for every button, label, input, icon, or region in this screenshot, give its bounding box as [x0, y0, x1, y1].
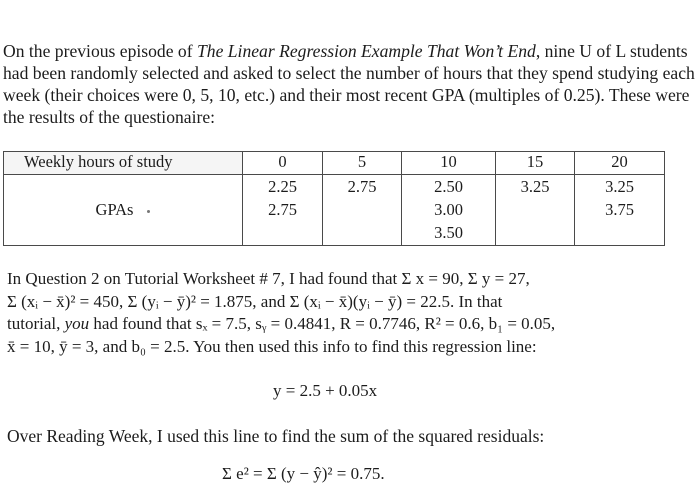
gpa-value: 3.75 [605, 200, 634, 219]
header-label: Weekly hours of study [4, 152, 243, 175]
gpa-value: 2.50 [434, 177, 463, 196]
gpa-value: 2.75 [268, 200, 297, 219]
question-paragraph [7, 268, 695, 358]
gpa-value: 3.25 [605, 177, 634, 196]
intro-title: The Linear Regression Example That Won’t End [196, 41, 536, 61]
hours-cell: 20 [575, 152, 665, 175]
emphasis-you: you [64, 314, 90, 333]
gpa-row [4, 175, 665, 246]
gpa-cell [575, 175, 665, 246]
residual-equation: Σ e² = Σ (y − ŷ)² = 0.75. [222, 464, 385, 483]
row-label: GPAs [95, 200, 134, 219]
question-line-2: Σ (xᵢ − x̄)² = 450, Σ (yᵢ − ȳ)² = 1.875, and Σ (xᵢ − x̄)(yᵢ − ȳ) = 22.5. In that [7, 291, 503, 311]
question-line-3 [7, 313, 695, 336]
gpa-cell [402, 175, 496, 246]
question-line-3b: had found that sₓ = 7.5, sᵧ = 0.4841, R = 0.7746, R² = 0.6, b₁ = 0.05, [89, 314, 556, 333]
gpa-cell [243, 175, 323, 246]
data-table [3, 151, 665, 246]
question-line-3a: tutorial, [7, 314, 65, 333]
stray-dot [147, 210, 150, 213]
row-label-cell [4, 175, 243, 246]
hours-cell: 10 [402, 152, 496, 175]
question-line-4: x̄ = 10, ȳ = 3, and b₀ = 2.5. You then used this info to find this regression line: [7, 336, 537, 356]
hours-cell: 15 [496, 152, 575, 175]
hours-cell: 0 [243, 152, 323, 175]
gpa-cell [323, 175, 402, 246]
hours-cell: 5 [323, 152, 402, 175]
reading-week-text: Over Reading Week, I used this line to find the sum of the squared residuals: [7, 426, 545, 446]
gpa-value: 3.25 [520, 177, 550, 196]
intro-text-2: , nine U of L students had been randomly selected and asked to select the number of hours that they spend studying each week (their choices were 0, 5, 10, etc.) and their most recent GPA (multiples of 0.25). These were the results of the questionaire: [3, 41, 695, 127]
intro-text-1: On the previous episode of [3, 41, 197, 61]
hours-row [4, 152, 665, 175]
regression-equation: y = 2.5 + 0.05x [273, 381, 378, 400]
gpa-value: 3.50 [434, 223, 463, 242]
gpa-value: 2.25 [268, 177, 297, 196]
intro-paragraph [3, 40, 695, 128]
gpa-value: 2.75 [347, 177, 377, 196]
gpa-cell [496, 175, 575, 246]
gpa-value: 3.00 [434, 200, 463, 219]
question-line-1: In Question 2 on Tutorial Worksheet # 7, I had found that Σ x = 90, Σ y = 27, [7, 269, 530, 288]
